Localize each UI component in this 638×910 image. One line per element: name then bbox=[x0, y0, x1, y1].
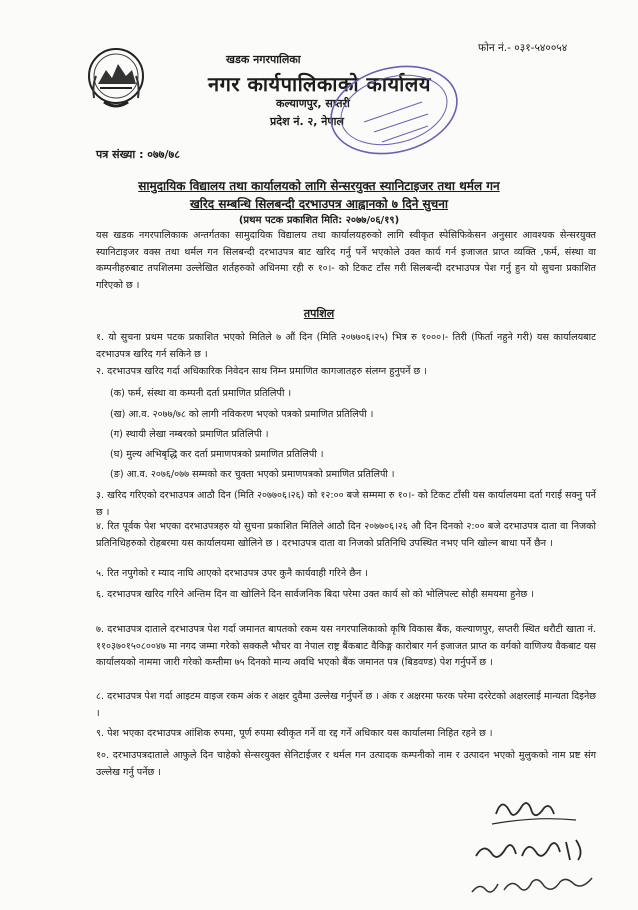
list-item bbox=[96, 726, 596, 743]
item-text: दरभाउपत्र खरिद गरिने अन्तिम दिन वा खोलिने दिन सार्वजनिक बिदा परेमा उक्त कार्य सो को भोलिपल्ट सोही समयमा हुनेछ । bbox=[107, 589, 534, 600]
reference-number: पत्र संख्या : ०७७/७८ bbox=[96, 148, 180, 161]
item-text: दरभाउपत्र खरिद गर्दा अधिकारिक निवेदन साथ निम्न प्रमाणित कागजातहरु संलग्न हुनुपर्ने छ । bbox=[107, 366, 427, 377]
item-number: ७. bbox=[96, 624, 105, 635]
item-text: पेश भएका दरभाउपत्र आंशिक रुपमा, पूर्ण रुपमा स्वीकृत गर्ने वा रद्द गर्ने अधिकार यस कार्यालमा निहित रहने छ । bbox=[107, 728, 493, 739]
list-item bbox=[96, 748, 596, 781]
item-number: ९. bbox=[96, 728, 105, 739]
sub-item: (ङ) आ.व. २०७६/०७७ सम्मको कर चुक्ता भएको प्रमाणपत्रको प्रमाणित प्रतिलिपी । bbox=[110, 469, 395, 480]
list-item bbox=[96, 587, 596, 604]
item-text: यो सुचना प्रथम पटक प्रकाशित भएको मितिले ७ औं दिन (मिति २०७७०६।२५) भित्र रु १०००।- तिरी (फिर्ता नहुने गरी) यस कार्यालयबाट दरभाउपत्र खरिद गर्न सकिने छ । bbox=[96, 332, 596, 360]
list-item bbox=[96, 488, 596, 521]
notice-title: सामुदायिक विद्यालय तथा कार्यालयको लागि सेन्सरयुक्त स्यानिटाइजर तथा थर्मल गन bbox=[138, 179, 500, 193]
phone-number: फोन नं.- ०३१-५४००५४ bbox=[478, 42, 568, 54]
item-text: दरभाउपत्र दाताले दरभाउपत्र पेश गर्दा जमानत बापतको रकम यस नगरपालिकाको कृषि विकास बैंक, कल्याणपुर, सप्तरी स्थित धरौटी खाता नं. ११०३७०१५०८००४७ मा नगद जम्मा गरेको सक्कलै भौचर वा नेपाल राष्ट्र बैंकबाट वैकिङ्ग कारोबार गर्न इजाजत प्राप्त क वर्गको वाणिज्य वैकबाट यस कार्यालयको नाममा जारी गरेको कम्तीमा ७५ दिनको मान्य अवधि भएको बैंक जमानत पत्र (बिडवण्ड) पेश गर्नुपर्ने छ । bbox=[96, 624, 596, 668]
item-number: ४. bbox=[96, 521, 105, 532]
list-item bbox=[96, 330, 596, 363]
item-number: १. bbox=[96, 332, 105, 343]
government-emblem-icon bbox=[86, 46, 146, 114]
office-name: नगर कार्यपालिकाको कार्यालय bbox=[208, 72, 431, 96]
sub-item: (क) फर्म, संस्था वा कम्पनी दर्ता प्रमाणित प्रतिलिपी । bbox=[110, 388, 292, 399]
item-text: रित पूर्वक पेश भएका दरभाउपत्रहरु यो सुचना प्रकाशित मितिले आठौ दिन २०७७०६।२६ औ दिन दिनको २:०० बजे दरभाउपत्र दाता वा निजको प्रतिनिधिहरुको रोहबरमा यस कार्यालयमा खोलिने छ । दरभाउपत्र दाता वा निजको प्रतिनिधि उपस्थित नभए पनि खोल्न बाधा पर्ने छैन । bbox=[96, 521, 596, 549]
sub-item: (ख) आ.व. २०७७/७८ को लागी नविकरण भएको पत्रको प्रमाणित प्रतिलिपी । bbox=[110, 409, 374, 420]
item-text: रित नपुगेको र म्याद नाघि आएको दरभाउपत्र उपर कुनै कार्यवाही गरिने छैन । bbox=[107, 568, 368, 579]
office-stamp-icon bbox=[324, 62, 464, 162]
list-item bbox=[96, 364, 596, 381]
item-number: १०. bbox=[96, 750, 110, 761]
sub-item: (ग) स्थायी लेखा नम्बरको प्रमाणित प्रतिलिपी । bbox=[110, 429, 269, 440]
province-line: प्रदेश नं. २, नेपाल bbox=[270, 115, 344, 128]
intro-paragraph: यस खडक नगरपालिकाक अन्तर्गतका सामुदायिक विद्यालय तथा कार्यालयहरुको लागि स्वीकृत स्पेसिफिकेसन अनुसार आवश्यक सेन्सरयुक्त स्यानिटाइजर वक्स तथा थर्मल गन सिलबन्दी दरभाउपत्र बाट खरिद गर्नु पर्ने भएकोले उक्त कार्य गर्न इजाजत प्राप्त व्यक्ति ,फर्म, संस्था वा कम्पनीहरुबाट तपशिलमा उल्लेखित शर्तहरुको अधिनमा रही रु १०।- को टिकट टाँस गरी सिलबन्दी दरभाउपत्र पेश गर्नु हुन यो सुचना प्रकाशित गरिएको छ । bbox=[96, 230, 596, 291]
details-heading: तपशिल bbox=[303, 307, 335, 320]
office-address: कल्याणपुर, सप्तरी bbox=[276, 97, 350, 110]
notice-subtitle: खरिद सम्बन्धि सिलबन्दी दरभाउपत्र आह्वानको ७ दिने सुचना bbox=[189, 197, 449, 211]
list-item bbox=[96, 566, 596, 583]
list-item bbox=[96, 519, 596, 552]
item-number: ६. bbox=[96, 589, 105, 600]
municipality-name: खडक नगरपालिका bbox=[226, 53, 301, 66]
item-text: दरभाउपत्रदाताले आफुले दिन चाहेको सेन्सरयुक्त सेनिटाईजर र थर्मल गन उत्पादक कम्पनीको नाम र उत्पादन भएको मुलुकको नाम प्रष्ट संग उल्लेख गर्नु पर्नेछ । bbox=[96, 750, 596, 778]
item-text: खरिद गरिएको दरभाउपत्र आठौ दिन (मिति २०७७०६।२६) को १२:०० बजे सम्ममा रु १०।- को टिकट टाँसी यस कार्यालयमा दर्ता गराई सक्नु पर्ने छ । bbox=[96, 490, 596, 518]
item-number: ५. bbox=[96, 568, 105, 579]
item-text: दरभाउपत्र पेश गर्दा आइटम वाइज रकम अंक र अक्षर दुवैमा उल्लेख गर्नुपर्ने छ । अंक र अक्षरमा फरक परेमा दररेटको अक्षरलाई मान्यता दिइनेछ । bbox=[96, 691, 596, 719]
item-number: ८. bbox=[96, 691, 105, 702]
list-item bbox=[96, 622, 596, 672]
item-number: ३. bbox=[96, 490, 105, 501]
sub-item: (घ) मुल्य अभिबृद्धि कर दर्ता प्रमाणपत्रको प्रमाणित प्रतिलिपी । bbox=[110, 449, 324, 460]
item-number: २. bbox=[96, 366, 105, 377]
list-item bbox=[96, 689, 596, 722]
publish-date: (प्रथम पटक प्रकाशित मिति: २०७७/०६/१९) bbox=[238, 215, 400, 226]
handwritten-signature bbox=[466, 790, 616, 900]
